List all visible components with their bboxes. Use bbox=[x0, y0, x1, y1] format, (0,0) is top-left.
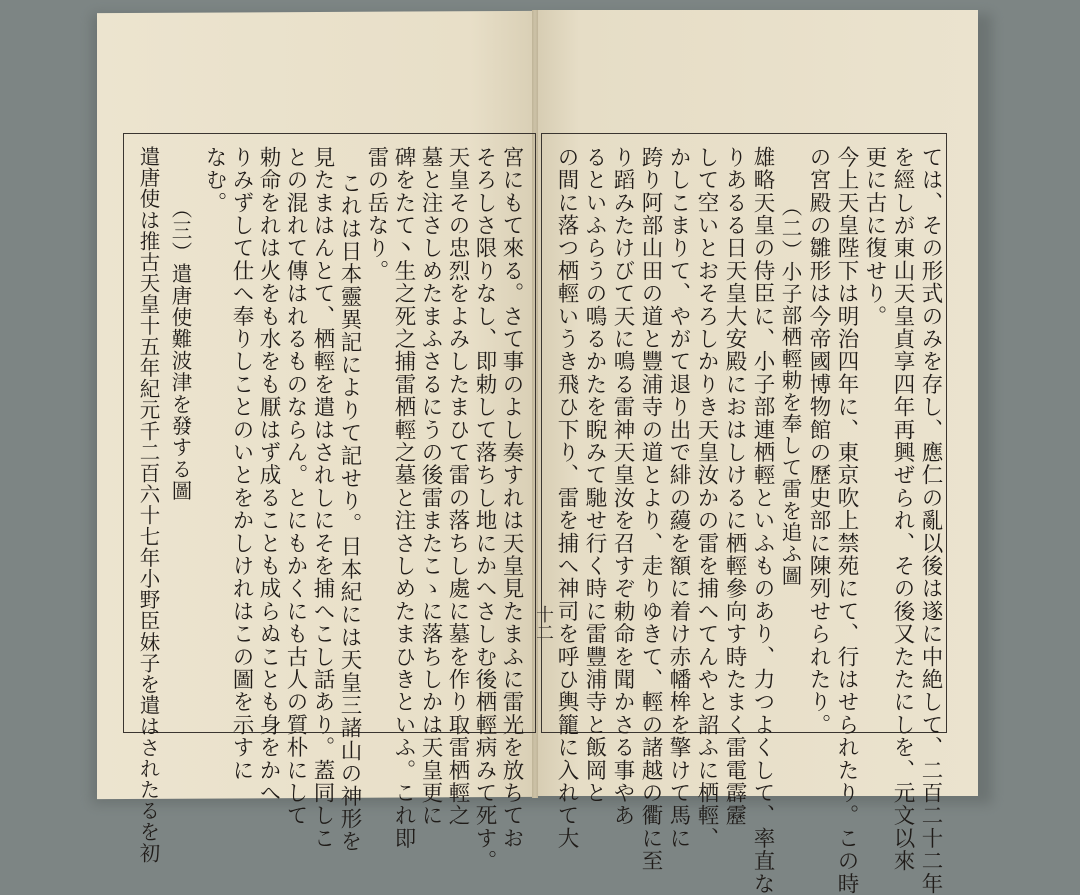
section-heading-2: （二）小子部栖輕勅を奉して雷を追ふ圖 bbox=[778, 196, 802, 587]
left-column-12: なむ。 bbox=[202, 146, 227, 215]
left-column-4: 墓と注さしめたまふさるにうの後雷またこゝに落ちしかは天皇更に bbox=[418, 146, 443, 827]
right-column-14: の間に落つ栖輕いうき飛ひ下り、雷を捕へ神司を呼ひ輿籠に入れて大 bbox=[554, 146, 579, 850]
left-column-2: そろしさ限りなし、即勅して落ちし地にかへさしむ後栖輕病みて死す。 bbox=[472, 146, 497, 873]
right-column-9: して空いとおそろしかりき天皇汝かの雷を捕へてんやと詔ふに栖輕、 bbox=[694, 146, 719, 850]
left-column-10: 勅命をれは火をも水をも厭はず成ることも成らぬことも身をかへ bbox=[256, 146, 281, 805]
left-column-6: 雷の岳なり。 bbox=[364, 146, 389, 283]
right-column-2: を經しが東山天皇貞享四年再興ぜられ、その後又たたにしを、元文以來 bbox=[890, 146, 915, 873]
right-column-11: 跨り阿部山田の道と豐浦寺の道とより、走りゆきて、輕の諸越の衢に至 bbox=[638, 146, 663, 873]
left-column-7: これは日本靈異記によりて記せり。日本紀には天皇三諸山の神形を bbox=[337, 172, 362, 853]
right-column-7: 雄略天皇の侍臣に、小子部連栖輕といふものあり、力つよくして、率直な bbox=[750, 146, 775, 895]
right-column-3: 更に古に復せり。 bbox=[862, 146, 887, 328]
right-column-13: るといふらうの鳴るかたを睨みて馳せ行く時に雷豐浦寺と飯岡と bbox=[582, 146, 607, 805]
section-heading-3: （三）遣唐使難波津を發する圖 bbox=[168, 198, 192, 502]
left-column-1: 宮にもて來る。さて事のよし奏すれは天皇見たまふに雷光を放ちてお bbox=[499, 146, 524, 850]
left-column-3: 天皇その忠烈をよみしたまひて雷の落ちし處に墓を作り取雷栖輕之 bbox=[445, 146, 470, 827]
page-number: 十二 bbox=[533, 605, 554, 641]
right-column-8: りあるる日天皇大安殿におはしけるに栖輕參向す時たまく雷電霹靂 bbox=[722, 146, 747, 827]
left-column-5: 碑をたて丶生之死之捕雷栖輕之墓と注さしめたまひきといふ。これ即 bbox=[391, 146, 416, 850]
right-column-10: かしこまりて、やがて退り出で緋の蘰を額に着け赤幡桙を擎けて馬に bbox=[666, 146, 691, 850]
right-column-4: 今上天皇陛下は明治四年に、東京吹上禁苑にて、行はせられたり。この時 bbox=[834, 146, 859, 895]
left-column-14: 遣唐使は推古天皇十五年紀元千二百六十七年小野臣妹子を遣はされたるを初 bbox=[136, 146, 160, 864]
right-column-1: ては、その形式のみを存し、應仁の亂以後は遂に中絶して、二百二十二年 bbox=[918, 146, 943, 895]
left-column-9: との混れて傳はれるものならん。とにもかくにも古人の質朴にして bbox=[283, 146, 308, 827]
right-column-12: り蹈みたけびて天に鳴る雷神天皇汝を召すぞ勅命を聞かさる事やあ bbox=[610, 146, 635, 827]
left-column-8: 見たまはんとて、栖輕を遣はされしにそを捕へこし話あり。蓋同しこ bbox=[310, 146, 335, 850]
left-column-11: りみずして仕へ奉りしことのいとをかしけれはこの圖を示すに bbox=[229, 146, 254, 782]
right-column-5: の宮殿の雛形は今帝國博物館の歷史部に陳列せられたり。 bbox=[806, 146, 831, 737]
